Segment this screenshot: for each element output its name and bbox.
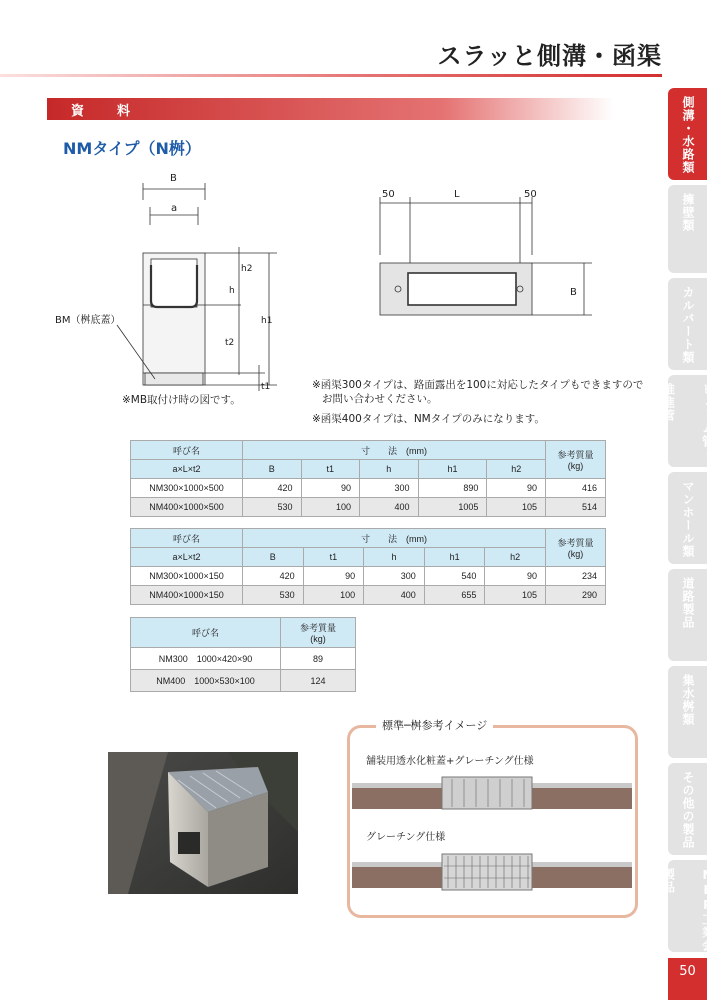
col-mass-unit: (kg) [567, 461, 584, 471]
subheading: NMタイプ（N桝） [63, 139, 201, 158]
cell-mass: 234 [546, 567, 606, 586]
dim-a: a [171, 203, 178, 214]
grating-image [352, 850, 632, 894]
cell-h2: 90 [485, 567, 546, 586]
col-t1: t1 [303, 548, 364, 567]
cell-name: NM400×1000×500 [131, 498, 243, 517]
dim-L: L [454, 189, 460, 200]
col-h2: h2 [487, 460, 546, 479]
col-name-sub: a×L×t2 [131, 548, 243, 567]
tab-nep-products[interactable]: NEP工業会製品 [668, 860, 707, 952]
cell-B: 420 [243, 479, 302, 498]
page-number: 50 [668, 958, 707, 1000]
page-title: スラッと側溝・函渠 [437, 42, 662, 70]
note-1-line-1: ※函渠300タイプは、路面露出を100に対応したタイプもできますので [312, 379, 644, 391]
cell-h: 300 [364, 567, 425, 586]
col-B: B [243, 460, 302, 479]
tab-culvert[interactable]: カルバート類 [668, 278, 707, 370]
table-row [131, 586, 606, 605]
col-h: h [360, 460, 419, 479]
drawing-caption: ※MB取付け時の図です。 [122, 394, 241, 406]
col-t1: t1 [301, 460, 360, 479]
col-name-header: 呼び名 [131, 529, 243, 548]
note-1-line-2: お問い合わせください。 [322, 393, 438, 405]
cell-h: 300 [360, 479, 419, 498]
cell-mass: 124 [281, 670, 356, 692]
top-view-drawing [370, 185, 600, 335]
tab-retaining-wall[interactable]: 擁壁類 [668, 185, 707, 273]
tab-road-products[interactable]: 道路製品 [668, 569, 707, 661]
dim-h1: h1 [261, 316, 273, 326]
table-row [131, 498, 606, 517]
cell-mass: 514 [546, 498, 606, 517]
title-rule [0, 74, 662, 77]
col-h: h [364, 548, 425, 567]
spec-table-3 [130, 617, 356, 692]
cell-h2: 90 [487, 479, 546, 498]
reference-image-title: 標準─桝参考イメージ [376, 717, 493, 733]
cell-h1: 890 [418, 479, 487, 498]
col-h1: h1 [424, 548, 485, 567]
dim-B-top: B [570, 287, 577, 298]
col-name-sub: a×L×t2 [131, 460, 243, 479]
dim-B: B [170, 173, 177, 184]
cell-h2: 105 [487, 498, 546, 517]
dim-t2: t2 [225, 338, 235, 348]
dim-50-left: 50 [382, 189, 395, 200]
cell-name: NM300×1000×150 [131, 567, 243, 586]
section-label: 資 料 [71, 104, 141, 119]
cell-t1: 90 [301, 479, 360, 498]
tab-hume-pipe[interactable]: ヒューム管・推進管 [668, 375, 707, 467]
col-dims-header: 寸 法 (mm) [243, 529, 546, 548]
cell-mass: 416 [546, 479, 606, 498]
dim-h2: h2 [241, 264, 253, 274]
label-permeable-cover: 舗装用透水化粧蓋+グレーチング仕様 [366, 756, 534, 767]
col-mass-header: 参考質量 [557, 450, 594, 460]
dim-h: h [229, 286, 235, 296]
cell-t1: 90 [303, 567, 364, 586]
tab-manhole[interactable]: マンホール類 [668, 472, 707, 564]
cell-h1: 1005 [418, 498, 487, 517]
col-h1: h1 [418, 460, 487, 479]
cell-mass: 89 [281, 648, 356, 670]
tab-side-ditch[interactable]: 側溝・水路類 [668, 88, 707, 180]
table-row [131, 670, 356, 692]
cell-h1: 540 [424, 567, 485, 586]
col-name-header: 呼び名 [131, 441, 243, 460]
table-row [131, 567, 606, 586]
tab-catch-basin[interactable]: 集水桝類 [668, 666, 707, 758]
cell-name: NM400×1000×150 [131, 586, 243, 605]
col-mass-unit: (kg) [567, 549, 584, 559]
col-mass-header: 参考質量 [557, 538, 594, 548]
tab-other-products[interactable]: その他の製品 [668, 763, 707, 855]
cell-B: 530 [243, 498, 302, 517]
col-dims-header: 寸 法 (mm) [243, 441, 546, 460]
cell-mass: 290 [546, 586, 606, 605]
table-row [131, 648, 356, 670]
label-grating: グレーチング仕様 [366, 832, 446, 843]
table-row [131, 479, 606, 498]
cell-h: 400 [364, 586, 425, 605]
section-bar [47, 98, 614, 120]
permeable-cover-image [352, 773, 632, 813]
cell-h2: 105 [485, 586, 546, 605]
col-B: B [243, 548, 304, 567]
cell-h1: 655 [424, 586, 485, 605]
cell-t1: 100 [303, 586, 364, 605]
note-2: ※函渠400タイプは、NMタイプのみになります。 [312, 413, 545, 425]
cell-B: 530 [243, 586, 304, 605]
front-section-drawing [55, 165, 285, 395]
col-mass-unit: (kg) [310, 634, 326, 644]
cell-name: NM300×1000×500 [131, 479, 243, 498]
spec-table-2 [130, 528, 606, 605]
cell-name: NM300 1000×420×90 [131, 648, 281, 670]
product-photo [108, 752, 298, 894]
dim-50-right: 50 [524, 189, 537, 200]
col-mass-header: 参考質量 [299, 623, 336, 633]
spec-table-1 [130, 440, 606, 517]
cell-B: 420 [243, 567, 304, 586]
col-name-header: 呼び名 [131, 618, 281, 648]
cell-h: 400 [360, 498, 419, 517]
dim-t1: t1 [261, 382, 271, 392]
cell-name: NM400 1000×530×100 [131, 670, 281, 692]
col-h2: h2 [485, 548, 546, 567]
cell-t1: 100 [301, 498, 360, 517]
bm-label: BM（桝底蓋） [55, 315, 121, 326]
